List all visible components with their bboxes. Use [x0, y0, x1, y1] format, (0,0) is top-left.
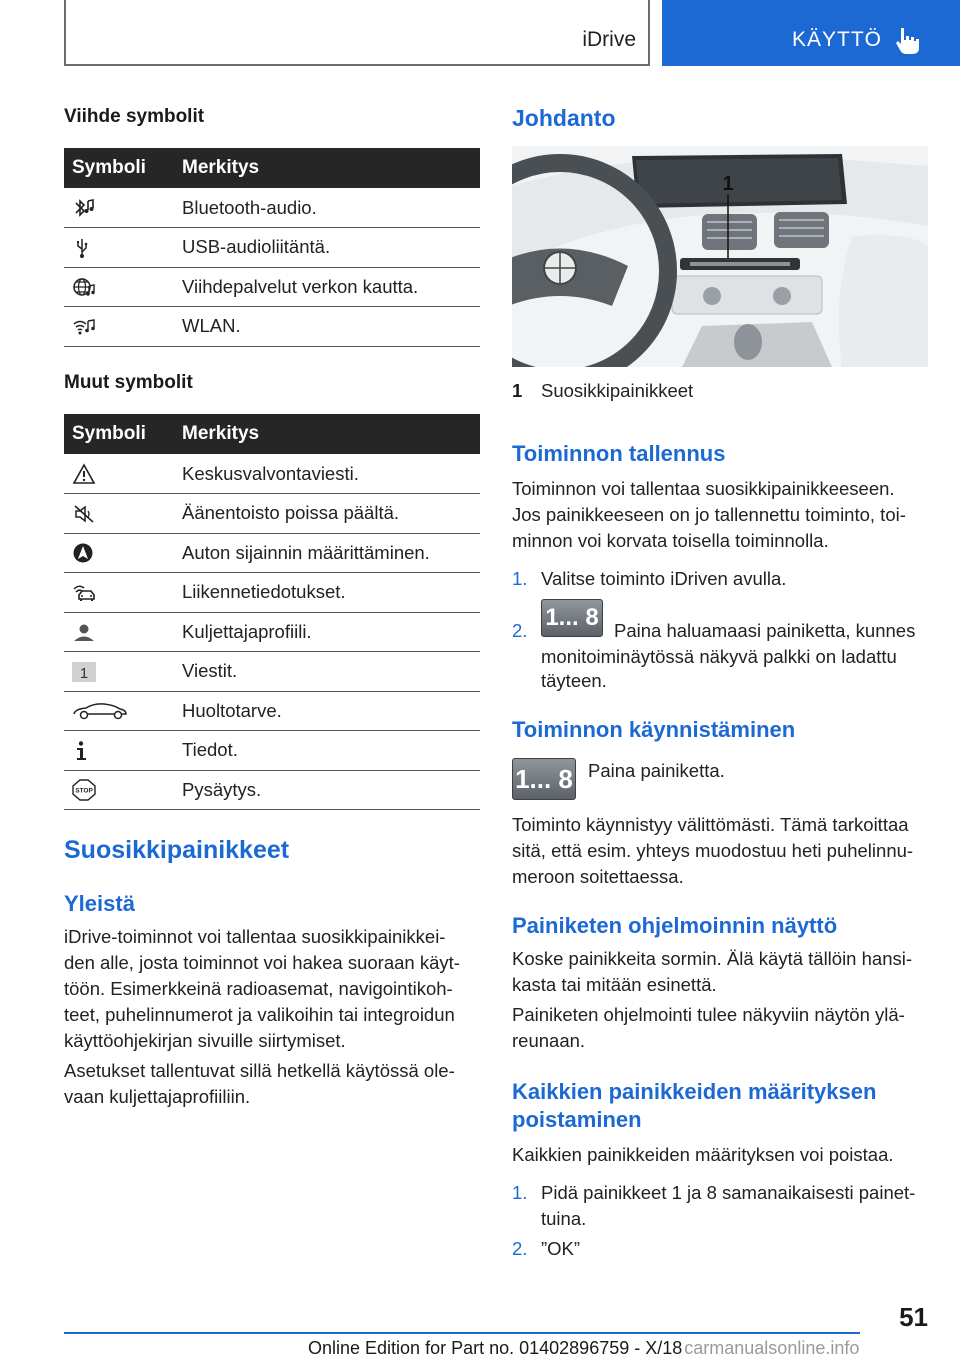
- symbol-meaning: USB-audioliitäntä.: [174, 228, 480, 268]
- warning-triangle-icon: [72, 463, 96, 485]
- location-arrow-icon: [72, 542, 96, 564]
- step-number: 1.: [512, 568, 528, 589]
- save-step-2-line-1: Paina haluamaasi painiketta, kunnes: [614, 620, 916, 641]
- symbol-meaning: Tiedot.: [174, 731, 480, 771]
- header-section-title: iDrive: [582, 28, 636, 51]
- save-step-2-line-2: monitoiminäytössä näkyvä palkki on ladattu: [541, 646, 897, 667]
- header-section-box: [64, 0, 650, 66]
- driver-profile-icon: [72, 621, 96, 643]
- table-row: [64, 691, 480, 731]
- column-header-symbol: Symboli: [64, 148, 174, 188]
- display-heading: Painiketen ohjelmoinnin näyttö: [512, 913, 838, 938]
- clear-step-1-line-2: tuina.: [541, 1208, 587, 1229]
- clear-step-1-line-1: Pidä painikkeet 1 ja 8 samanaikaisesti painet-: [541, 1182, 916, 1203]
- caption-number: 1: [512, 380, 523, 401]
- general-paragraph-2: Asetukset tallentuvat sillä hetkellä käytössä ole- vaan kuljettajaprofiiliin.: [64, 1060, 455, 1107]
- entertainment-symbols-table: [64, 148, 480, 347]
- display-paragraph-2: Painiketen ohjelmointi tulee näkyviin näytön ylä- reunaan.: [512, 1004, 905, 1051]
- message-icon-number: 1: [79, 664, 89, 682]
- table-row: [64, 494, 480, 534]
- general-heading: Yleistä: [64, 891, 135, 916]
- pointing-hand-icon: [894, 26, 922, 56]
- step-number: 1.: [512, 1182, 528, 1203]
- symbol-meaning: Auton sijainnin määrittäminen.: [174, 533, 480, 573]
- column-header-symbol: Symboli: [64, 414, 174, 454]
- table-row: [64, 652, 480, 692]
- header-chapter-title: KÄYTTÖ: [792, 28, 883, 51]
- display-paragraph-1: Koske painikkeita sormin. Älä käytä tällöin hansi- kasta tai mitään esinettä.: [512, 948, 912, 995]
- callout-number: 1: [722, 173, 734, 195]
- footer-edition: Online Edition for Part no. 01402896759 - X/18 carmanualsonline.info: [308, 1338, 860, 1358]
- footer-divider: [64, 1332, 860, 1334]
- save-paragraph: Toiminnon voi tallentaa suosikkipainikkeeseen. Jos painikkeeseen on jo tallennettu toiminto, toi- minnon voi korvata toisella toiminnolla.: [512, 478, 906, 551]
- favorite-buttons-1-8-icon: 1... 8: [512, 758, 576, 800]
- start-paragraph: Toiminto käynnistyy välittömästi. Tämä tarkoittaa sitä, että esim. yhteys muodostuu heti puhelinnu- meroon soitettaessa.: [512, 814, 914, 887]
- symbol-meaning: Äänentoisto poissa päältä.: [174, 494, 480, 534]
- info-icon: [72, 740, 96, 762]
- table-row: [64, 267, 480, 307]
- car-service-icon: [72, 700, 128, 722]
- traffic-info-icon: [72, 582, 96, 604]
- symbol-meaning: Viestit.: [174, 652, 480, 692]
- intro-heading: Johdanto: [512, 105, 616, 131]
- online-entertainment-icon: [72, 276, 96, 298]
- symbol-meaning: WLAN.: [174, 307, 480, 347]
- clear-paragraph: Kaikkien painikkeiden määrityksen voi poistaa.: [512, 1144, 894, 1165]
- other-symbols-table: [64, 414, 480, 810]
- step-number: 2.: [512, 620, 528, 641]
- favorites-title: Suosikkipainikkeet: [64, 836, 290, 864]
- symbol-meaning: Keskusvalvontaviesti.: [174, 454, 480, 494]
- clear-heading: Kaikkien painikkeiden määrityksen poistaminen: [512, 1079, 877, 1132]
- save-heading: Toiminnon tallennus: [512, 441, 726, 466]
- message-icon: [72, 661, 96, 683]
- symbol-meaning: Kuljettajaprofiili.: [174, 612, 480, 652]
- bluetooth-audio-icon: [72, 197, 96, 219]
- dashboard-illustration: [512, 146, 928, 367]
- save-step-2-line-3: täyteen.: [541, 670, 607, 691]
- table-row: [64, 770, 480, 810]
- table-row: [64, 228, 480, 268]
- column-header-meaning: Merkitys: [174, 414, 480, 454]
- step-number: 2.: [512, 1238, 528, 1259]
- page-number: 51: [899, 1302, 928, 1332]
- header-chapter-tab[interactable]: [662, 0, 960, 66]
- entertainment-symbols-heading: Viihde symbolit: [64, 106, 205, 127]
- symbol-meaning: Huoltotarve.: [174, 691, 480, 731]
- save-step-1: Valitse toiminto iDriven avulla.: [541, 568, 787, 589]
- favorite-buttons-1-8-icon: 1... 8: [541, 599, 603, 637]
- start-press-text: Paina painiketta.: [588, 760, 725, 781]
- usb-icon: [72, 237, 96, 259]
- speaker-muted-icon: [72, 503, 96, 525]
- table-row: [64, 188, 480, 228]
- footer-watermark: carmanualsonline.info: [684, 1338, 860, 1358]
- symbol-meaning: Liikennetiedotukset.: [174, 573, 480, 613]
- general-paragraph-1: iDrive-toiminnot voi tallentaa suosikkipainikkei- den alle, josta toiminnot voi hakea suoraan käyt- töön. Esimerkkeinä radioasemat, navigointikoh- teet, puhelinnumerot ja valikoihin tai integroidun käyttöohjekirjan sivuille siirtymiset.: [64, 926, 460, 1051]
- table-row: [64, 612, 480, 652]
- table-header-row: [64, 148, 480, 188]
- other-symbols-heading: Muut symbolit: [64, 372, 193, 393]
- table-row: [64, 731, 480, 771]
- table-header-row: [64, 414, 480, 454]
- stop-icon: [72, 779, 96, 801]
- table-row: [64, 307, 480, 347]
- caption-text: Suosikkipainikkeet: [541, 380, 694, 401]
- table-row: [64, 454, 480, 494]
- table-row: [64, 573, 480, 613]
- symbol-meaning: Viihdepalvelut verkon kautta.: [174, 267, 480, 307]
- start-heading: Toiminnon käynnistäminen: [512, 717, 796, 742]
- stop-icon-text: STOP: [75, 787, 93, 795]
- clear-step-2: ”OK”: [541, 1238, 581, 1259]
- table-row: [64, 533, 480, 573]
- column-header-meaning: Merkitys: [174, 148, 480, 188]
- symbol-meaning: Pysäytys.: [174, 770, 480, 810]
- symbol-meaning: Bluetooth-audio.: [174, 188, 480, 228]
- wlan-audio-icon: [72, 316, 96, 338]
